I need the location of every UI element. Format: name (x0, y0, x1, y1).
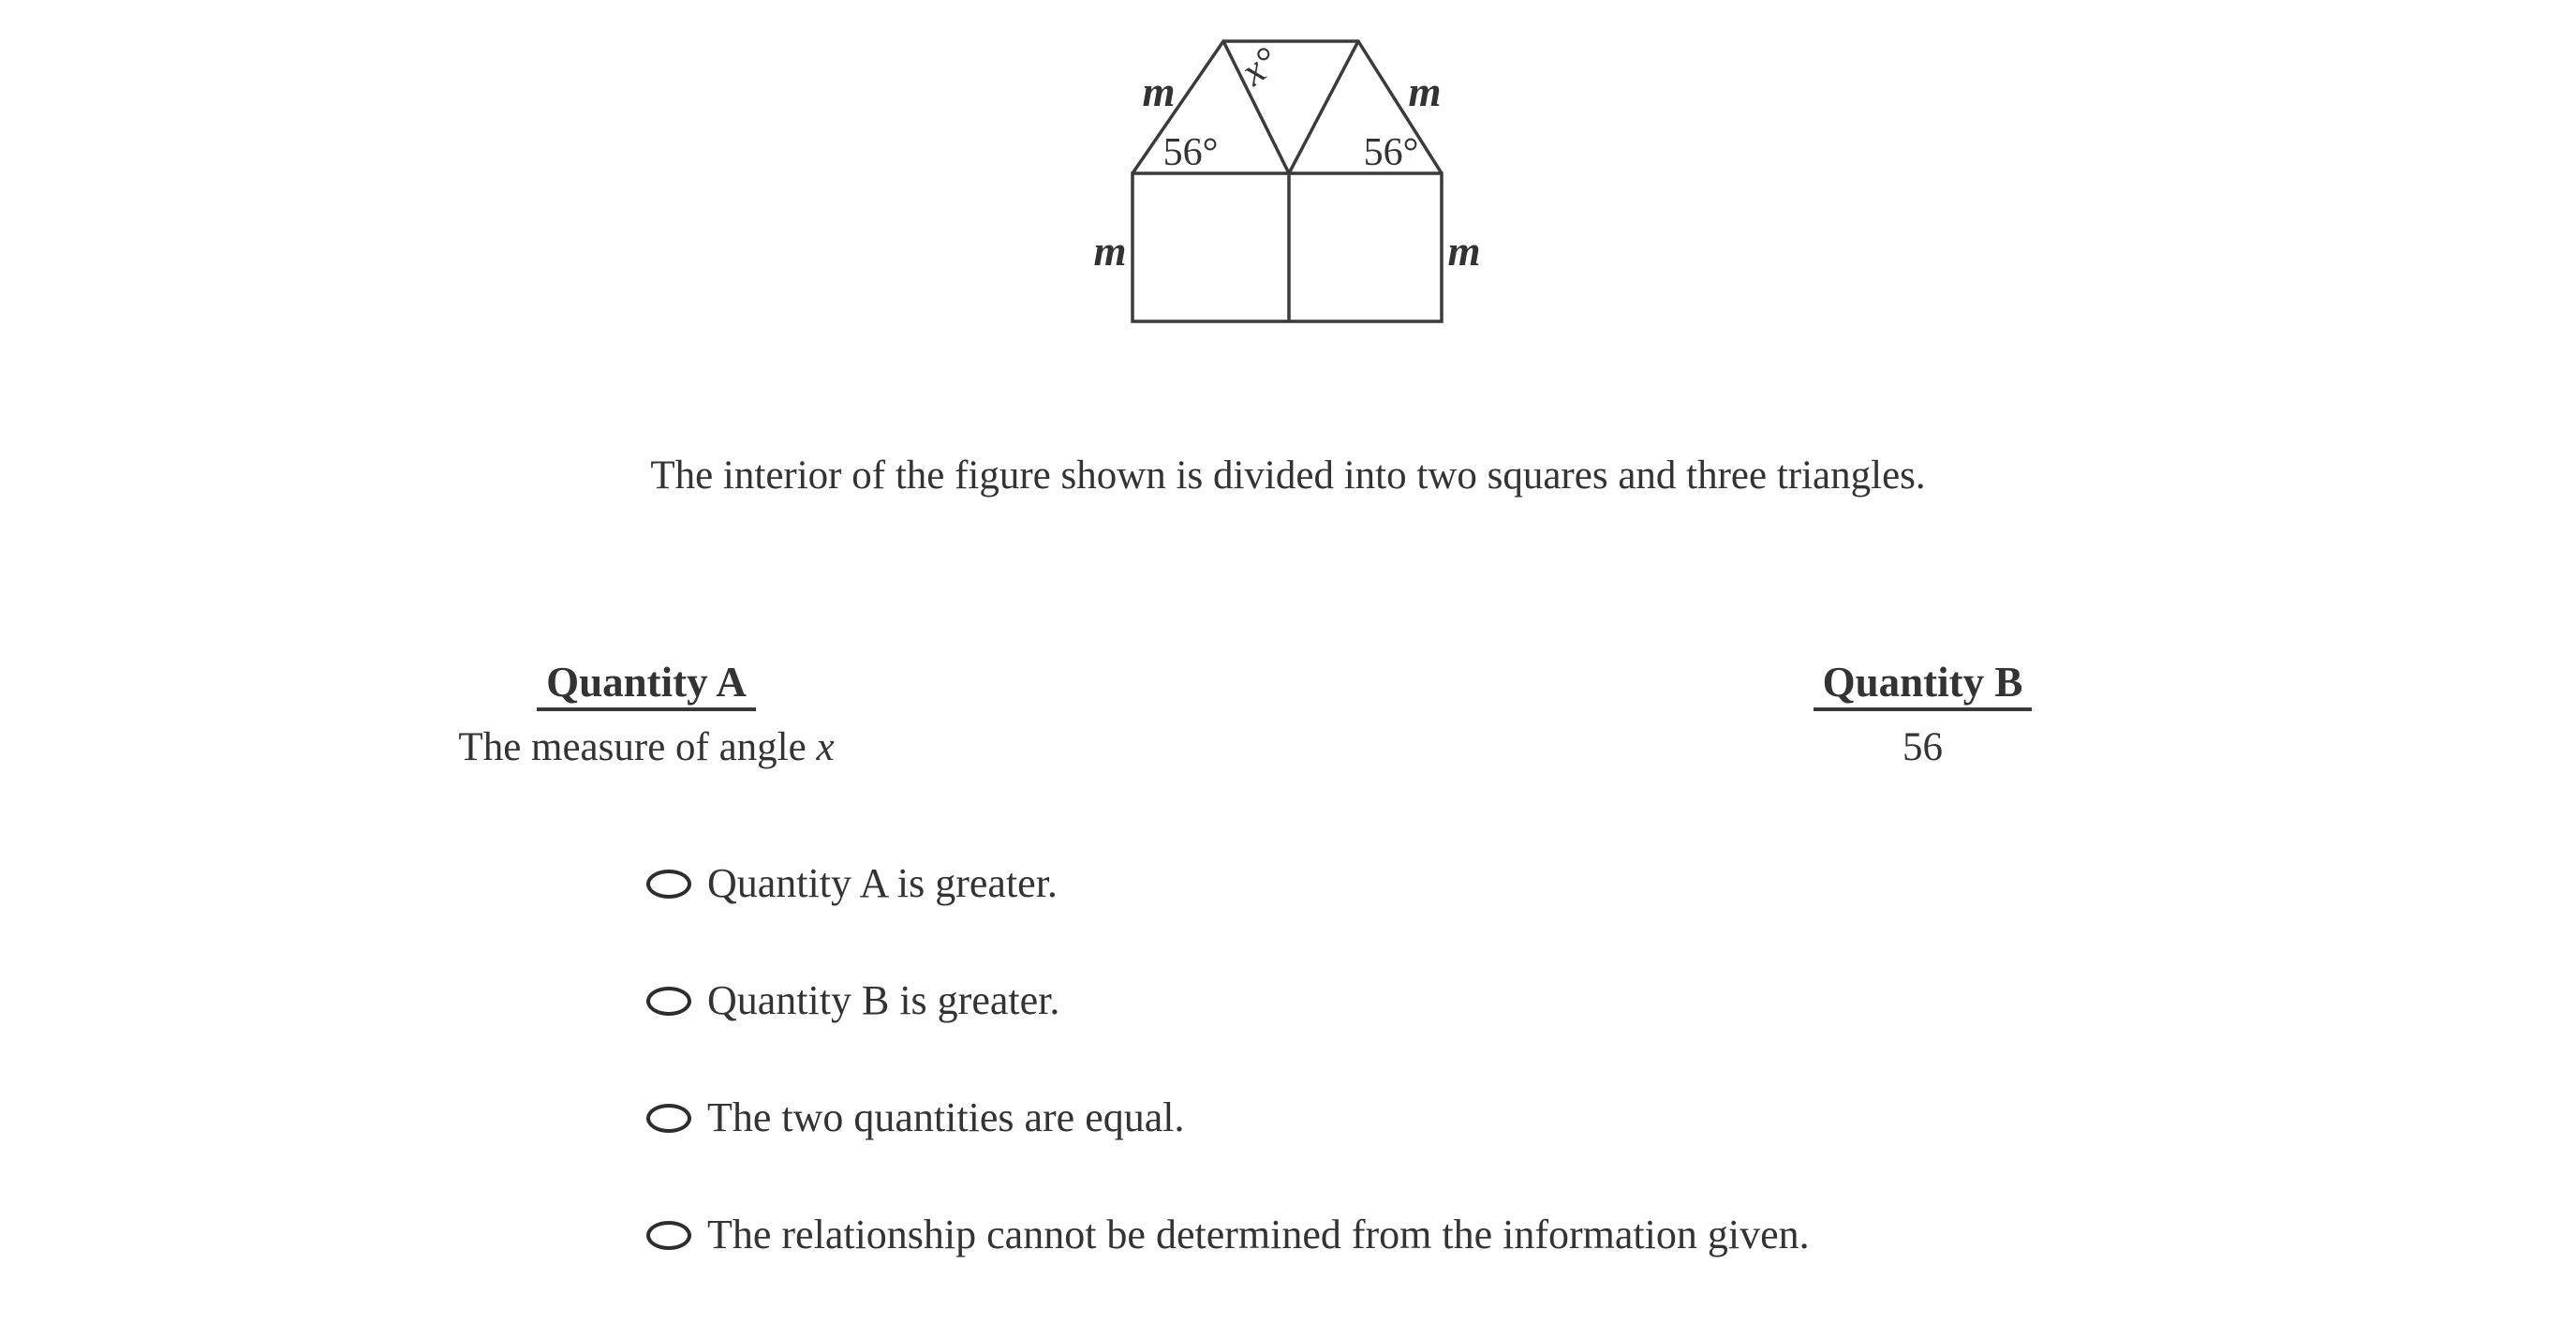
question-statement: The interior of the figure shown is divided into two squares and three triangles. (650, 454, 1926, 498)
geometry-figure (1077, 9, 1489, 333)
option-label-2: Quantity B is greater. (707, 977, 1060, 1023)
figure-label-left-angle: 56° (1162, 131, 1219, 174)
option-radio-1[interactable] (646, 870, 691, 899)
option-row-quantity-a-greater[interactable] (646, 855, 2051, 912)
figure-label-top-right-side: m (1408, 68, 1442, 115)
figure-label-right-side: m (1447, 228, 1481, 275)
option-radio-4[interactable] (646, 1221, 691, 1250)
figure-label-apex-angle: x° (1233, 38, 1287, 95)
squares-rectangle (1133, 173, 1442, 321)
figure-label-left-side: m (1093, 228, 1127, 275)
figure-label-top-left-side: m (1142, 68, 1176, 115)
option-row-cannot-determine[interactable] (646, 1207, 2051, 1263)
quantity-a-value (328, 723, 965, 772)
quantity-a-description: The measure of angle (458, 725, 817, 769)
quantity-a-header-text: Quantity A (537, 658, 756, 711)
option-label-4: The relationship cannot be determined from the information given. (707, 1212, 1810, 1257)
answer-options (646, 855, 2051, 1324)
option-row-quantities-equal[interactable] (646, 1090, 2051, 1146)
quantity-b-header-text: Quantity B (1814, 658, 2033, 711)
option-radio-2[interactable] (646, 987, 691, 1016)
middle-triangle-right-side (1289, 41, 1358, 173)
quantity-b-value: 56 (1902, 725, 1943, 769)
option-label-1: Quantity A is greater. (707, 860, 1058, 906)
quantity-b-header (1649, 658, 2197, 711)
geometry-figure-svg (1077, 9, 1489, 333)
option-label-3: The two quantities are equal. (707, 1094, 1185, 1140)
option-radio-3[interactable] (646, 1104, 691, 1133)
option-row-quantity-b-greater[interactable] (646, 973, 2051, 1029)
figure-label-right-angle: 56° (1363, 131, 1419, 174)
quantity-a-math-symbol: x (816, 725, 835, 769)
quantity-a-header (328, 658, 965, 711)
